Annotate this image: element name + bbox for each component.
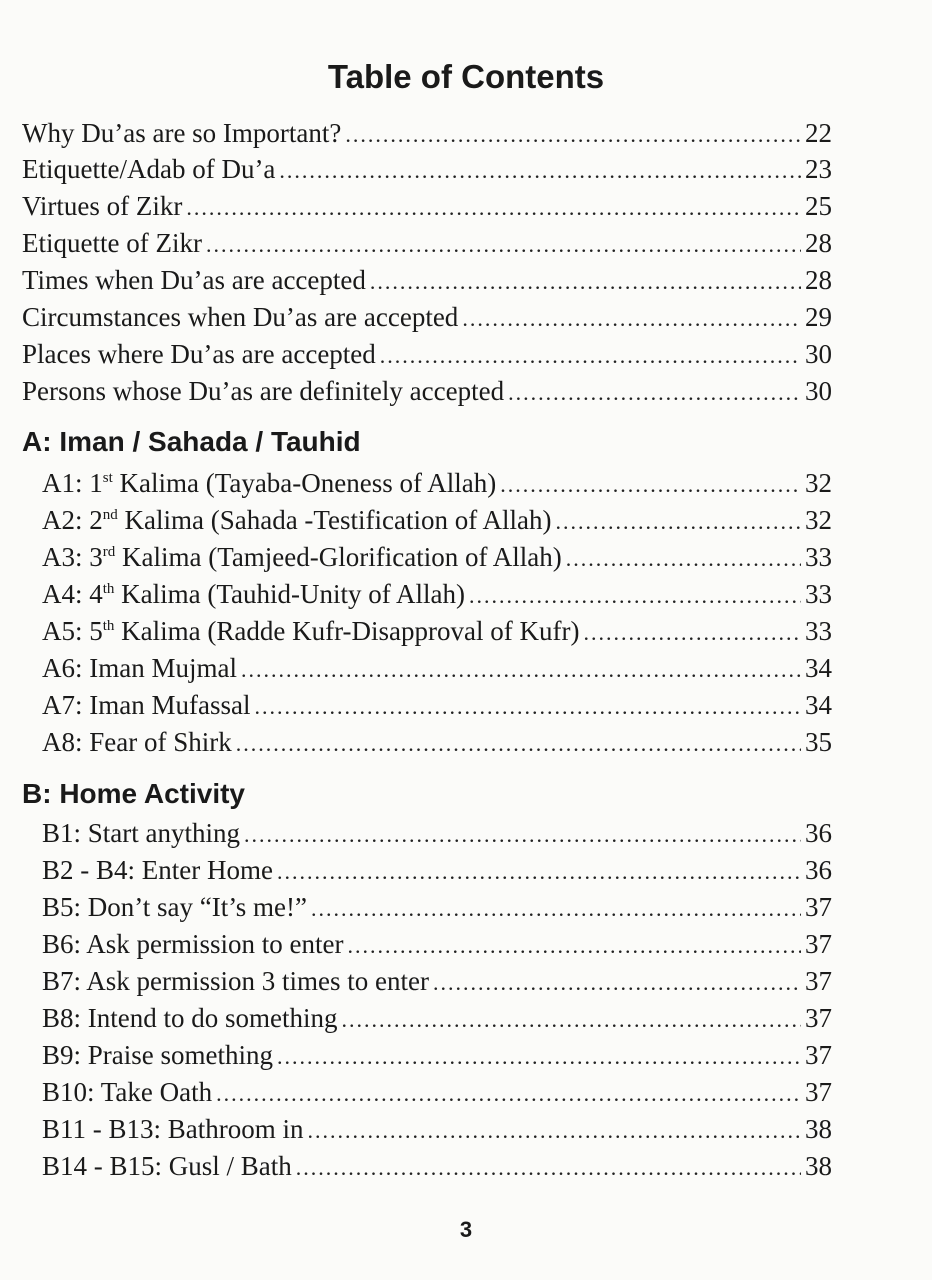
toc-entry[interactable] [22, 151, 832, 187]
leader-dots [341, 1002, 801, 1038]
toc-entry-label: A3: 3rd Kalima (Tamjeed-Glorification of Allah) [42, 542, 562, 572]
toc-entry-page: 37 [805, 1077, 832, 1107]
toc-entry[interactable] [42, 576, 832, 612]
toc-entry[interactable] [22, 336, 832, 372]
toc-entry-page: 25 [805, 191, 832, 221]
leader-dots [308, 1113, 802, 1149]
toc-entry-label: A7: Iman Mufassal [42, 690, 251, 720]
toc-entry-page: 36 [805, 855, 832, 885]
toc-entry-page: 28 [805, 265, 832, 295]
toc-entry[interactable] [22, 299, 832, 335]
toc-entry[interactable] [22, 262, 832, 298]
toc-entry-page: 38 [805, 1151, 832, 1181]
leader-dots [583, 615, 801, 651]
leader-dots [469, 578, 801, 614]
leader-dots [186, 190, 801, 226]
toc-entry-page: 33 [805, 616, 832, 646]
toc-entry-page: 36 [805, 818, 832, 848]
leader-dots [277, 1039, 801, 1075]
toc-entry[interactable] [42, 1148, 832, 1184]
toc-entry-label: Places where Du’as are accepted [22, 339, 376, 369]
toc-entry-page: 28 [805, 228, 832, 258]
leader-dots [296, 1150, 801, 1186]
toc-entry[interactable] [42, 1000, 832, 1036]
toc-entry-page: 35 [805, 727, 832, 757]
toc-entry-label: Circumstances when Du’as are accepted [22, 302, 459, 332]
toc-entry[interactable] [42, 963, 832, 999]
leader-dots [241, 652, 801, 688]
toc-entry-label: B6: Ask permission to enter [42, 929, 344, 959]
toc-entry-label: A1: 1st Kalima (Tayaba-Oneness of Allah) [42, 468, 497, 498]
toc-entry-page: 30 [805, 339, 832, 369]
toc-entry[interactable] [42, 502, 832, 538]
toc-entry[interactable] [22, 188, 832, 224]
toc-entry-label: Persons whose Du’as are definitely accepted [22, 376, 505, 406]
toc-entry-label: A5: 5th Kalima (Radde Kufr-Disapproval of Kufr) [42, 616, 580, 646]
leader-dots [279, 153, 801, 189]
toc-entry-label: B5: Don’t say “It’s me!” [42, 892, 307, 922]
toc-entry-label: Virtues of Zikr [22, 191, 183, 221]
toc-entry-page: 34 [805, 690, 832, 720]
toc-entry[interactable] [42, 1074, 832, 1110]
section-heading-b: B: Home Activity [22, 778, 246, 809]
toc-entry-label: B11 - B13: Bathroom in [42, 1114, 304, 1144]
section-heading-a: A: Iman / Sahada / Tauhid [22, 426, 361, 457]
toc-entry-page: 34 [805, 653, 832, 683]
toc-entry-label: B2 - B4: Enter Home [42, 855, 273, 885]
toc-entry-label: B14 - B15: Gusl / Bath [42, 1151, 292, 1181]
leader-dots [508, 375, 801, 411]
toc-entry-page: 37 [805, 966, 832, 996]
leader-dots [380, 338, 801, 374]
leader-dots [345, 117, 801, 153]
toc-entry-label: Etiquette/Adab of Du’a [22, 154, 276, 184]
toc-entry-page: 22 [805, 118, 832, 148]
toc-entry-label: Times when Du’as are accepted [22, 265, 366, 295]
toc-entry-page: 30 [805, 376, 832, 406]
leader-dots [566, 541, 801, 577]
toc-entry[interactable] [42, 1037, 832, 1073]
toc-entry[interactable] [42, 852, 832, 888]
toc-entry-label: B10: Take Oath [42, 1077, 213, 1107]
toc-entry[interactable] [22, 373, 832, 409]
leader-dots [370, 264, 801, 300]
toc-entry-page: 33 [805, 579, 832, 609]
toc-entry-page: 37 [805, 1040, 832, 1070]
toc-entry-page: 37 [805, 892, 832, 922]
leader-dots [254, 689, 801, 725]
toc-entry-page: 23 [805, 154, 832, 184]
leader-dots [206, 227, 801, 263]
toc-entry[interactable] [42, 650, 832, 686]
leader-dots [311, 891, 801, 927]
leader-dots [236, 726, 801, 762]
toc-entry-label: Etiquette of Zikr [22, 228, 202, 258]
toc-entry-label: A6: Iman Mujmal [42, 653, 237, 683]
toc-entry[interactable] [42, 815, 832, 851]
toc-entry-page: 32 [805, 505, 832, 535]
leader-dots [277, 854, 801, 890]
toc-entry[interactable] [42, 687, 832, 723]
page-title: Table of Contents [327, 58, 605, 95]
toc-entry[interactable] [42, 465, 832, 501]
toc-entry[interactable] [22, 225, 832, 261]
toc-entry-label: B8: Intend to do something [42, 1003, 338, 1033]
toc-entry-page: 37 [805, 929, 832, 959]
toc-entry-label: B7: Ask permission 3 times to enter [42, 966, 429, 996]
leader-dots [500, 467, 801, 503]
toc-entry[interactable] [22, 115, 832, 151]
toc-entry-page: 37 [805, 1003, 832, 1033]
toc-entry-page: 32 [805, 468, 832, 498]
leader-dots [244, 817, 801, 853]
toc-entry[interactable] [42, 539, 832, 575]
toc-entry-page: 33 [805, 542, 832, 572]
toc-entry-page: 38 [805, 1114, 832, 1144]
page-number: 3 [459, 1217, 473, 1242]
toc-entry-label: Why Du’as are so Important? [22, 118, 342, 148]
toc-entry[interactable] [42, 1111, 832, 1147]
leader-dots [555, 504, 801, 540]
toc-entry-label: A8: Fear of Shirk [42, 727, 232, 757]
leader-dots [347, 928, 801, 964]
toc-entry-label: B9: Praise something [42, 1040, 273, 1070]
toc-entry-page: 29 [805, 302, 832, 332]
toc-entry-label: B1: Start anything [42, 818, 240, 848]
toc-entry[interactable] [42, 613, 832, 649]
toc-entry-label: A4: 4th Kalima (Tauhid-Unity of Allah) [42, 579, 465, 609]
toc-entry[interactable] [42, 926, 832, 962]
toc-entry[interactable] [42, 724, 832, 760]
leader-dots [216, 1076, 801, 1112]
leader-dots [462, 301, 801, 337]
leader-dots [433, 965, 801, 1001]
toc-entry[interactable] [42, 889, 832, 925]
toc-entry-label: A2: 2nd Kalima (Sahada -Testification of Allah) [42, 505, 552, 535]
